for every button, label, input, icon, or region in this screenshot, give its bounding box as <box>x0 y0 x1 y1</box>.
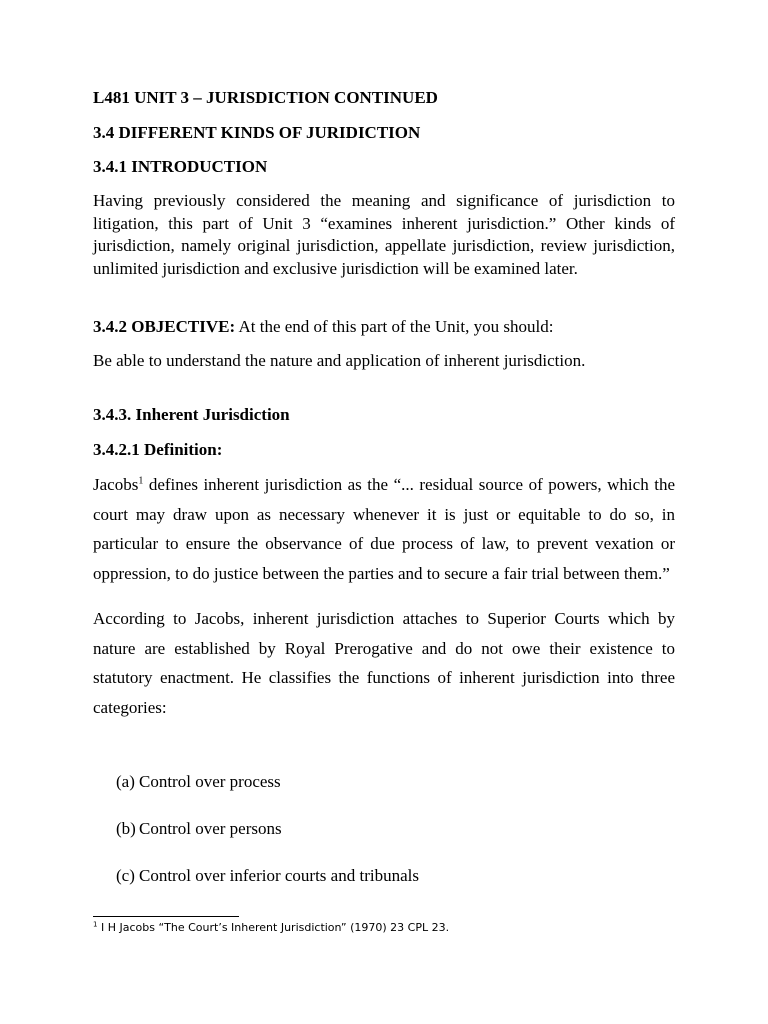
footnote-divider <box>93 916 239 917</box>
footnote-ref: 1 <box>138 475 144 487</box>
list-item <box>116 819 282 839</box>
list-text: Control over process <box>139 772 281 791</box>
definition-rest: defines inherent jurisdiction as the “... residual source of powers, which the court may draw upon as necessary whenever it is just or equitable to do so, in particular to ensure the observance of due process of law, to prevent vexation or oppression, to do justice between the parties and to secure a fair trial between them.” <box>93 475 675 583</box>
list-label: (c) <box>116 866 135 885</box>
list-item <box>116 772 281 792</box>
according-paragraph: According to Jacobs, inherent jurisdiction attaches to Superior Courts which by nature are established by Royal Prerogative and do not owe their existence to statutory enactment. He classifies the functions of inherent jurisdiction into three categories: <box>93 609 675 717</box>
inherent-heading: 3.4.3. Inherent Jurisdiction <box>93 405 290 424</box>
objective-text: At the end of this part of the Unit, you should: <box>235 317 554 336</box>
definition-paragraph <box>93 470 675 588</box>
definition-start: Jacobs <box>93 475 139 494</box>
objective-label: 3.4.2 OBJECTIVE: <box>93 317 236 336</box>
section-heading: 3.4 DIFFERENT KINDS OF JURIDICTION <box>93 123 421 142</box>
list-text: Control over persons <box>139 819 282 838</box>
list-text: Control over inferior courts and tribunals <box>139 866 419 885</box>
footnote <box>93 921 449 934</box>
list-label: (b) <box>116 819 136 838</box>
objective-paragraph: Be able to understand the nature and application of inherent jurisdiction. <box>93 351 586 370</box>
intro-heading: 3.4.1 INTRODUCTION <box>93 157 268 176</box>
list-label: (a) <box>116 772 135 791</box>
document-title: L481 UNIT 3 – JURISDICTION CONTINUED <box>93 88 438 107</box>
intro-paragraph: Having previously considered the meaning and significance of jurisdiction to litigation, this part of Unit 3 “examines inherent jurisdiction.” Other kinds of jurisdiction, namely original jurisdiction, appellate jurisdiction, review jurisdiction, unlimited jurisdiction and exclusive jurisdiction will be examined later. <box>93 191 675 278</box>
footnote-text: I H Jacobs “The Court’s Inherent Jurisdiction” (1970) 23 CPL 23. <box>97 921 450 934</box>
list-item <box>116 866 419 886</box>
objective-line <box>93 316 675 339</box>
definition-heading: 3.4.2.1 Definition: <box>93 440 223 459</box>
footnote-number: 1 <box>93 920 98 929</box>
